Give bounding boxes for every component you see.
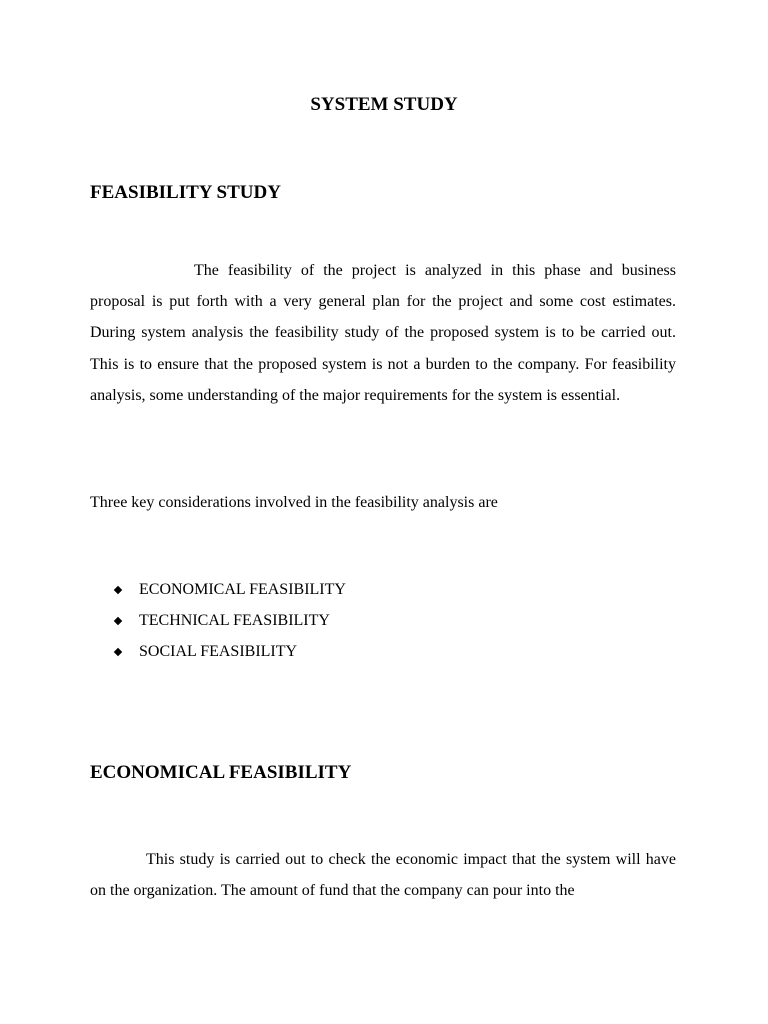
list-item [112,636,346,667]
diamond-bullet-icon [114,616,122,624]
diamond-bullet-icon [114,585,122,593]
economical-feasibility-paragraph: This study is carried out to check the economic impact that the system will have on the organization. The amount of fund that the company can pour into the [90,851,676,900]
list-item [112,574,346,605]
list-item-label: TECHNICAL FEASIBILITY [139,612,330,629]
list-item-label: ECONOMICAL FEASIBILITY [139,581,346,598]
list-item [112,605,346,636]
feasibility-bullet-list [112,574,346,667]
list-item-label: SOCIAL FEASIBILITY [139,643,298,660]
key-considerations-lead-in: Three key considerations involved in the feasibility analysis are [90,494,498,511]
diamond-bullet-icon [114,647,122,655]
page-title: SYSTEM STUDY [310,94,458,115]
feasibility-intro-paragraph: The feasibility of the project is analyzed in this phase and business proposal is put forth with a very general plan for the project and some cost estimates. During system analysis the feasibility study of the proposed system is to be carried out. This is to ensure that the proposed system is not a burden to the company. For feasibility analysis, some understanding of the major requirements for the system is essential. [90,262,676,404]
economical-feasibility-heading: ECONOMICAL FEASIBILITY [90,762,352,783]
feasibility-study-heading: FEASIBILITY STUDY [90,182,281,203]
